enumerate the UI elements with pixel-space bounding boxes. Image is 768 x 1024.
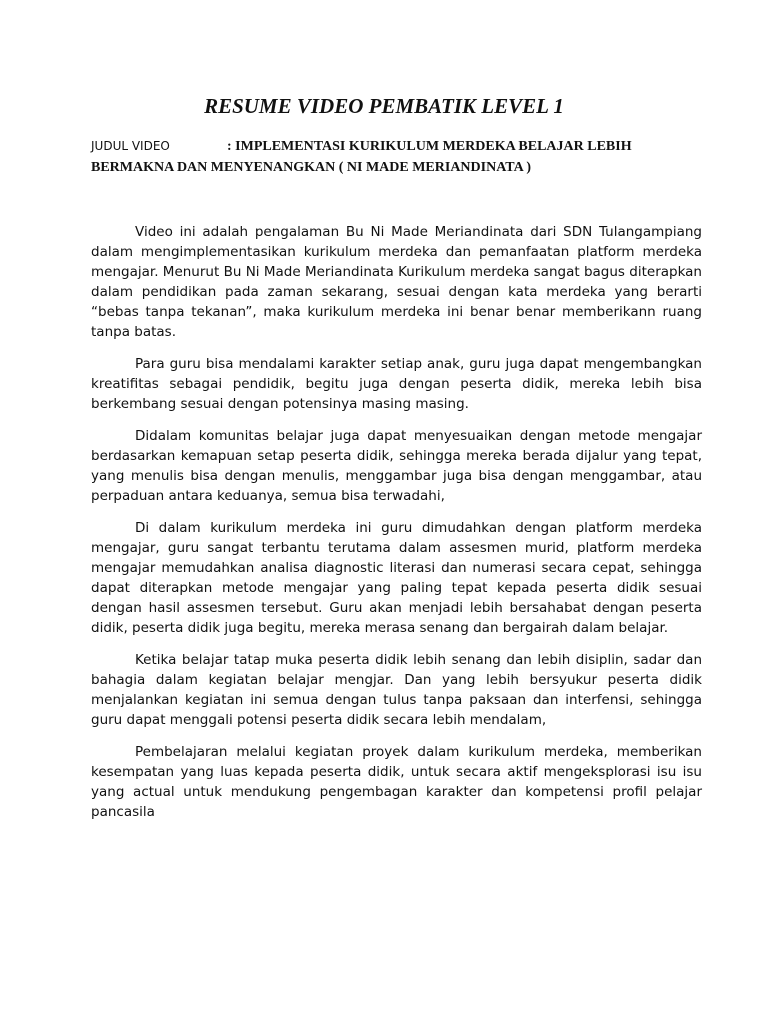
paragraph: Para guru bisa mendalami karakter setiap anak, guru juga dapat mengembangkan kreatifitas sebagai pendidik, begitu juga dengan peserta didik, mereka lebih bisa berkembang sesuai dengan potensinya masing masing. (91, 356, 702, 412)
document-body (91, 222, 702, 834)
paragraph: Didalam komunitas belajar juga dapat menyesuaikan dengan metode mengajar berdasarkan kemapuan setap peserta didik, sehingga mereka berada dijalur yang tepat, yang menulis bisa dengan menulis, menggambar juga bisa dengan menggambar, atau perpaduan antara keduanya, semua bisa terwadahi, (91, 428, 702, 504)
paragraph: Ketika belajar tatap muka peserta didik lebih senang dan lebih disiplin, sadar dan bahagia dalam kegiatan belajar mengjar. Dan yang lebih bersyukur peserta didik menjalankan kegiatan ini semua dengan tulus tanpa paksaan dan interfensi, sehingga guru dapat menggali potensi peserta didik secara lebih mendalam, (91, 652, 702, 728)
document-title: RESUME VIDEO PEMBATIK LEVEL 1 (204, 94, 564, 118)
paragraph: Di dalam kurikulum merdeka ini guru dimudahkan dengan platform merdeka mengajar, guru sangat terbantu terutama dalam assesmen murid, platform merdeka mengajar memudahkan analisa diagnostic literasi dan numerasi secara cepat, sehingga dapat diterapkan metode mengajar yang paling tepat kepada peserta didik sesuai dengan hasil assesmen tersebut. Guru akan menjadi lebih bersahabat dengan peserta didik, peserta didik juga begitu, mereka merasa senang dan bergairah dalam belajar. (91, 520, 702, 636)
video-title-label: JUDUL VIDEO (91, 139, 170, 153)
video-title-value: : IMPLEMENTASI KURIKULUM MERDEKA BELAJAR LEBIH BERMAKNA DAN MENYENANGKAN ( NI MADE MERIANDINATA ) (91, 139, 632, 175)
paragraph: Pembelajaran melalui kegiatan proyek dalam kurikulum merdeka, memberikan kesempatan yang luas kepada peserta didik, untuk secara aktif mengeksplorasi isu isu yang actual untuk mendukung pengembagan karakter dan kompetensi profil pelajar pancasila (91, 744, 702, 820)
video-title-block (91, 136, 681, 178)
paragraph: Video ini adalah pengalaman Bu Ni Made Meriandinata dari SDN Tulangampiang dalam mengimplementasikan kurikulum merdeka dan pemanfaatan platform merdeka mengajar. Menurut Bu Ni Made Meriandinata Kurikulum merdeka sangat bagus diterapkan dalam pendidikan pada zaman sekarang, sesuai dengan kata merdeka yang berarti “bebas tanpa tekanan”, maka kurikulum merdeka ini benar benar memberikann ruang tanpa batas. (91, 224, 702, 340)
